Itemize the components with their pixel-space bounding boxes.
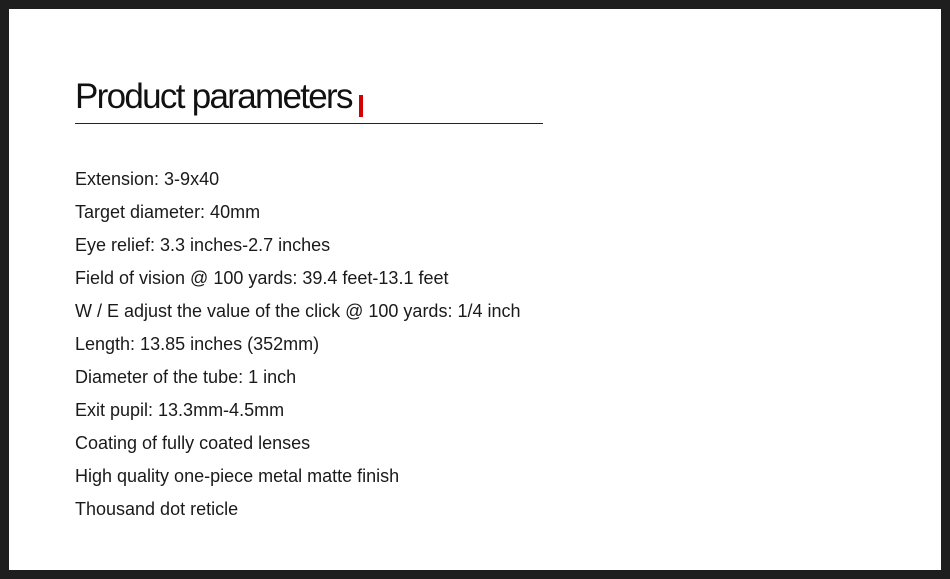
spec-exit-pupil: Exit pupil: 13.3mm-4.5mm [75,400,285,420]
title-block [75,75,543,127]
spec-length: Length: 13.85 inches (352mm) [75,334,320,354]
title-accent-bar [359,95,363,117]
page-title: Product parameters [75,77,352,116]
spec-lens-coating: Coating of fully coated lenses [75,433,311,453]
title-divider [75,123,543,124]
spec-extension: Extension: 3-9x40 [75,169,220,189]
spec-target-diameter: Target diameter: 40mm [75,202,261,222]
spec-list [75,163,521,526]
spec-finish: High quality one-piece metal matte finish [75,466,400,486]
spec-eye-relief: Eye relief: 3.3 inches-2.7 inches [75,235,331,255]
spec-reticle: Thousand dot reticle [75,499,239,519]
spec-click-adjustment: W / E adjust the value of the click @ 100 yards: 1/4 inch [75,301,521,321]
spec-field-of-vision: Field of vision @ 100 yards: 39.4 feet-13.1 feet [75,268,449,288]
spec-tube-diameter: Diameter of the tube: 1 inch [75,367,297,387]
content-card [9,9,941,570]
